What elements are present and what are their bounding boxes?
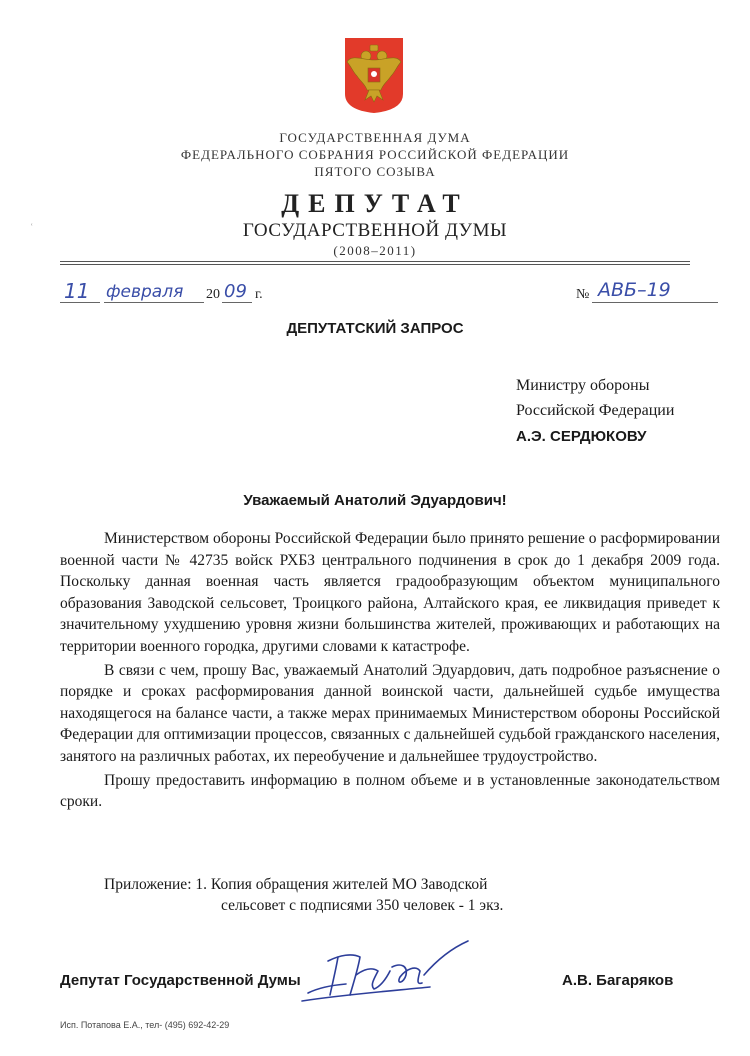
- header-divider-secondary: [60, 264, 690, 265]
- document-number: АВБ–19: [598, 279, 671, 301]
- body-paragraph: В связи с чем, прошу Вас, уважаемый Анатолий Эдуардович, дать подробное разъяснение о порядке и сроках расформирования данной воинской части, дальнейшей судьбе имущества находящегося на балансе части, а также мерах принимаемых Министерством обороны Российской Федерации для оптимизации процессов, связанных с дальнейшей судьбой гражданского населения, занятого на различных работах, их переобучение и дальнейшее трудоустройство.: [60, 661, 720, 765]
- signatory-name: А.В. Багаряков: [562, 972, 674, 989]
- date-year: 09: [224, 281, 247, 302]
- russian-coat-of-arms-icon: [343, 36, 405, 114]
- org-line-convocation: ПЯТОГО СОЗЫВА: [314, 164, 436, 179]
- scan-mark: ˓: [30, 218, 34, 229]
- number-label: №: [576, 287, 590, 302]
- body-paragraph: Прошу предоставить информацию в полном объеме и в установленные законодательством сроки.: [60, 771, 720, 811]
- signatory-role: Депутат Государственной Думы: [60, 972, 301, 989]
- letter-body: [60, 528, 720, 813]
- document-title: ДЕПУТАТСКИЙ ЗАПРОС: [286, 320, 464, 337]
- date-century: 20: [206, 287, 220, 302]
- date-day-underline: [60, 302, 100, 303]
- date-suffix: г.: [255, 287, 263, 302]
- body-paragraph: Министерством обороны Российской Федерации было принято решение о расформировании военной части № 42735 войск РХБЗ центрального подчинения в срок до 1 декабря 2009 года. Поскольку данная военная часть является градообразующим объектом муниципального образования Заводской сельсовет, Троицкого района, Алтайского края, ее ликвидация приведет к значительному ухудшению уровня жизни большинства жителей, проживающих и работающих на территории военного городка, другими словами к катастрофе.: [60, 530, 720, 655]
- addressee-organization: Российской Федерации: [516, 402, 675, 419]
- addressee-position: Министру обороны: [516, 377, 650, 394]
- date-month: февраля: [106, 282, 184, 302]
- date-year-underline: [222, 302, 252, 303]
- attachment-line: Приложение: 1. Копия обращения жителей МО Заводской: [104, 876, 488, 893]
- org-line-federal-assembly: ФЕДЕРАЛЬНОГО СОБРАНИЯ РОССИЙСКОЙ ФЕДЕРАЦИИ: [180, 147, 570, 162]
- org-line-duma: ГОСУДАРСТВЕННАЯ ДУМА: [279, 130, 471, 145]
- date-month-underline: [104, 302, 204, 303]
- term-years: (2008–2011): [333, 243, 417, 258]
- deputy-title: ДЕПУТАТ: [281, 189, 469, 218]
- number-underline: [592, 302, 718, 303]
- deputy-subtitle: ГОСУДАРСТВЕННОЙ ДУМЫ: [242, 220, 508, 241]
- executor-contact: Исп. Потапова Е.А., тел- (495) 692-42-29: [60, 1020, 230, 1030]
- attachment-line-continued: сельсовет с подписями 350 человек - 1 экз.: [221, 897, 504, 914]
- header-divider: [60, 261, 690, 262]
- greeting: Уважаемый Анатолий Эдуардович!: [243, 492, 507, 509]
- date-day: 11: [64, 279, 90, 303]
- handwritten-signature: [300, 935, 485, 1010]
- addressee-name: А.Э. СЕРДЮКОВУ: [516, 428, 647, 445]
